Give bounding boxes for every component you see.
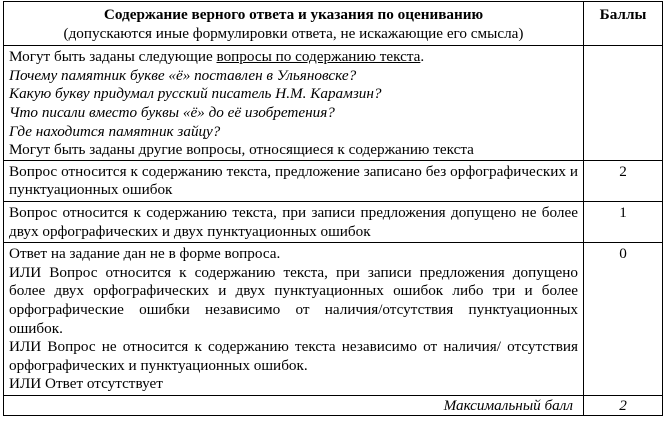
score-column-header: Баллы [584, 2, 663, 46]
example-question: Почему памятник букве «ё» поставлен в Ульяновске? [9, 66, 357, 84]
questions-intro [9, 48, 578, 67]
example-question: Какую букву придумал русский писатель Н.М. Карамзин? [9, 85, 382, 103]
max-score-row [4, 395, 663, 416]
criterion-text: Вопрос относится к содержанию текста, при записи предложения допущено не более двух орфографических и двух пунктуационных ошибок [4, 201, 584, 242]
criterion-row [4, 201, 663, 242]
questions-intro-suffix: . [420, 48, 425, 66]
criterion-score: 0 [584, 243, 663, 396]
questions-outro: Могут быть заданы другие вопросы, относящиеся к содержанию текста [9, 141, 474, 159]
criterion-line: Ответ на задание дан не в форме вопроса. [9, 245, 281, 263]
criterion-row [4, 160, 663, 201]
questions-row [4, 46, 663, 161]
header-title: Содержание верного ответа и указания по оцениванию [103, 6, 484, 23]
questions-intro-prefix: Могут быть заданы следующие [9, 48, 217, 66]
header-row [4, 2, 663, 46]
questions-intro-underlined: вопросы по содержанию текста [216, 48, 421, 66]
questions-cell [4, 46, 584, 161]
grading-table [3, 1, 663, 416]
max-score-label: Максимальный балл [4, 395, 584, 416]
criterion-score: 2 [584, 160, 663, 201]
header-subtitle: (допускаются иные формулировки ответа, не искажающие его смысла) [63, 24, 524, 42]
criterion-line: ИЛИ Вопрос относится к содержанию текста, при записи предложения допущено более двух орфографических и двух пунктуационных ошибок либо три и более орфографические ошибки независимо от наличия/отсутствия пунктуационных ошибок. [9, 263, 578, 337]
example-question: Где находится памятник зайцу? [9, 122, 221, 140]
criterion-text: Вопрос относится к содержанию текста, предложение записано без орфографических и пунктуационных ошибок [4, 160, 584, 201]
criterion-text-multi [4, 243, 584, 396]
criterion-line: ИЛИ Ответ отсутствует [9, 375, 163, 393]
header-main-cell [4, 2, 584, 46]
questions-score-cell [584, 46, 663, 161]
example-question: Что писали вместо буквы «ё» до её изобретения? [9, 103, 335, 121]
criterion-score: 1 [584, 201, 663, 242]
max-score-value: 2 [584, 395, 663, 416]
criterion-line: ИЛИ Вопрос не относится к содержанию текста независимо от наличия/ отсутствия орфографических и пунктуационных ошибок. [9, 338, 578, 374]
criterion-row [4, 243, 663, 396]
